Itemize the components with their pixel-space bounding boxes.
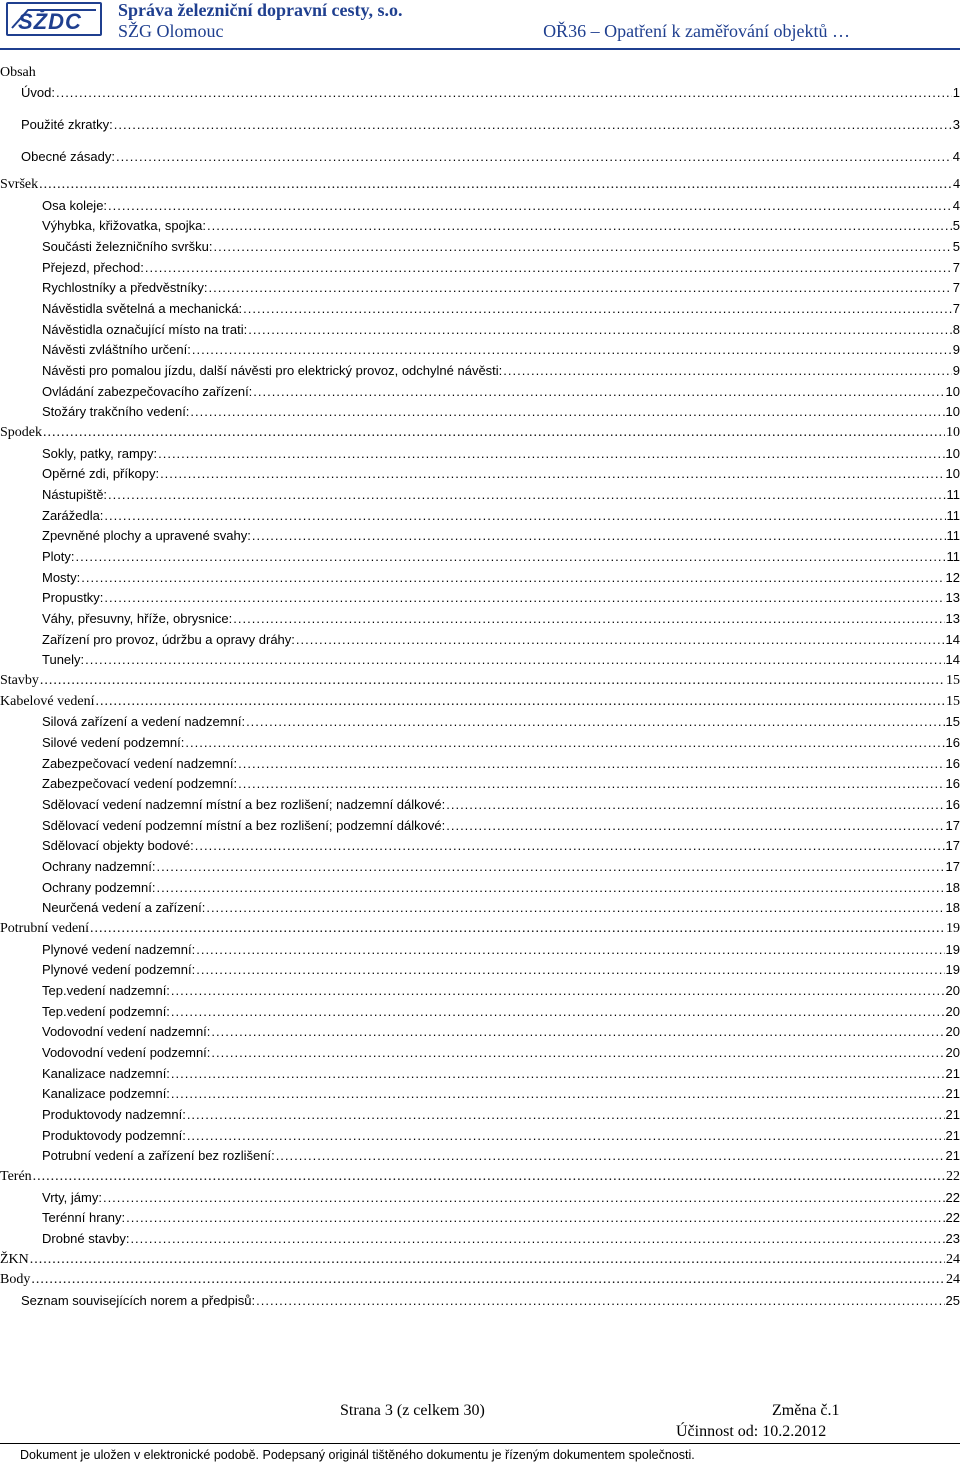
toc-entry[interactable] <box>42 1043 960 1063</box>
toc-dot-leader <box>108 485 945 505</box>
toc-dot-leader <box>446 795 944 815</box>
toc-entry-label: Produktovody nadzemní: <box>42 1107 186 1122</box>
toc-entry-label: Zabezpečovací vedení nadzemní: <box>42 756 238 771</box>
toc-dot-leader <box>171 1002 945 1022</box>
toc-dot-leader <box>208 278 951 298</box>
toc-entry[interactable] <box>0 1270 960 1290</box>
toc-entry-label: Osa koleje: <box>42 198 108 213</box>
toc-entry[interactable] <box>21 115 960 135</box>
toc-entry-page: 5 <box>952 239 960 254</box>
toc-entry[interactable] <box>42 1022 960 1042</box>
toc-dot-leader <box>187 1126 945 1146</box>
toc-entry-page: 19 <box>945 942 960 957</box>
toc-entry[interactable] <box>42 1064 960 1084</box>
toc-dot-leader <box>243 299 952 319</box>
toc-dot-leader <box>76 547 946 567</box>
toc-dot-leader <box>171 981 945 1001</box>
toc-entry-page: 8 <box>952 322 960 337</box>
toc-entry[interactable] <box>42 733 960 753</box>
toc-entry[interactable] <box>42 1146 960 1166</box>
footer-note: Dokument je uložen v elektronické podobě. Podepsaný originál tištěného dokumentu je řízeným dokumentem společnosti. <box>20 1448 695 1462</box>
toc-entry[interactable] <box>0 175 960 195</box>
toc-dot-leader <box>503 361 951 381</box>
footer-page-info: Strana 3 (z celkem 30) <box>340 1402 485 1419</box>
toc-entry-page: 23 <box>945 1231 960 1246</box>
toc-entry[interactable] <box>42 1105 960 1125</box>
toc-entry-label: Neurčená vedení a zařízení: <box>42 900 206 915</box>
toc-dot-leader <box>214 237 952 257</box>
toc-entry-page: 7 <box>952 301 960 316</box>
toc-entry-label: Přejezd, přechod: <box>42 260 144 275</box>
toc-entry[interactable] <box>42 630 960 650</box>
page-header <box>0 0 960 50</box>
toc-dot-leader <box>187 1105 945 1125</box>
toc-dot-leader <box>233 609 944 629</box>
toc-entry-page: 19 <box>946 921 960 936</box>
toc-entry-label: Návěstidla světelná a mechanická: <box>42 301 243 316</box>
toc-dot-leader <box>248 320 952 340</box>
toc-dot-leader <box>207 216 952 236</box>
toc-entry-page: 20 <box>945 1045 960 1060</box>
toc-dot-leader <box>81 568 944 588</box>
toc-entry[interactable] <box>42 981 960 1001</box>
toc-entry[interactable] <box>42 278 960 298</box>
toc-entry-page: 15 <box>946 673 960 688</box>
toc-dot-leader <box>31 1270 945 1290</box>
toc-entry[interactable] <box>21 147 960 167</box>
toc-entry-label: Tep.vedení podzemní: <box>42 1004 170 1019</box>
toc-dot-leader <box>276 1146 945 1166</box>
toc-entry-label: Zpevněné plochy a upravené svahy: <box>42 528 251 543</box>
toc-entry-page: 11 <box>946 508 960 523</box>
toc-entry-page: 4 <box>952 198 960 213</box>
toc-entry-page: 3 <box>952 117 960 132</box>
toc-entry-label: Propustky: <box>42 590 104 605</box>
toc-entry-page: 21 <box>945 1086 960 1101</box>
toc-entry-label: Ovládání zabezpečovacího zařízení: <box>42 384 253 399</box>
toc-entry-page: 13 <box>945 590 960 605</box>
toc-dot-leader <box>171 1064 945 1084</box>
toc-dot-leader <box>145 258 952 278</box>
toc-entry[interactable] <box>42 609 960 629</box>
toc-entry-label: Stavby <box>0 673 39 688</box>
toc-dot-leader <box>40 671 945 691</box>
toc-dot-leader <box>56 83 952 103</box>
toc-dot-leader <box>296 630 945 650</box>
toc-dot-leader <box>95 692 945 712</box>
toc-entry-label: Produktovody podzemní: <box>42 1128 186 1143</box>
toc-entry-label: Terén <box>0 1169 32 1184</box>
toc-entry-label: Úvod: <box>21 85 55 100</box>
toc-dot-leader <box>103 1188 945 1208</box>
toc-entry-page: 11 <box>946 528 960 543</box>
toc-entry[interactable] <box>42 1002 960 1022</box>
toc-entry-page: 21 <box>945 1107 960 1122</box>
toc-entry-page: 14 <box>945 632 960 647</box>
toc-entry-label: Sdělovací vedení nadzemní místní a bez rozlišení; nadzemní dálkové: <box>42 797 446 812</box>
toc-entry-page: 16 <box>945 756 960 771</box>
toc-entry-label: Sdělovací vedení podzemní místní a bez rozlišení; podzemní dálkové: <box>42 818 446 833</box>
toc-entry-page: 10 <box>945 384 960 399</box>
toc-heading: Obsah <box>0 65 36 80</box>
toc-dot-leader <box>195 836 945 856</box>
szdc-logo <box>6 2 102 36</box>
toc-entry-label: Body <box>0 1272 31 1287</box>
toc-entry-page: 17 <box>945 838 960 853</box>
toc-entry-page: 15 <box>946 694 960 709</box>
toc-entry[interactable] <box>0 919 960 939</box>
toc-dot-leader <box>116 147 952 167</box>
toc-entry-page: 13 <box>945 611 960 626</box>
toc-entry[interactable] <box>42 774 960 794</box>
toc-entry-page: 21 <box>945 1066 960 1081</box>
toc-entry[interactable] <box>21 1291 960 1311</box>
toc-dot-leader <box>85 650 944 670</box>
toc-entry[interactable] <box>42 836 960 856</box>
toc-entry[interactable] <box>42 216 960 236</box>
toc-entry-label: Silové vedení podzemní: <box>42 735 185 750</box>
toc-entry-page: 19 <box>945 962 960 977</box>
toc-entry[interactable] <box>42 940 960 960</box>
organization-name: Správa železniční dopravní cesty, s.o. <box>118 0 403 20</box>
toc-entry-page: 5 <box>952 218 960 233</box>
toc-entry-page: 25 <box>945 1293 960 1308</box>
toc-entry[interactable] <box>42 816 960 836</box>
toc-entry[interactable] <box>42 237 960 257</box>
toc-dot-leader <box>196 940 944 960</box>
toc-entry-page: 18 <box>945 880 960 895</box>
toc-dot-leader <box>90 919 945 939</box>
toc-entry[interactable] <box>42 1084 960 1104</box>
toc-entry-label: Zarážedla: <box>42 508 104 523</box>
toc-entry-label: Použité zkratky: <box>21 117 113 132</box>
toc-entry[interactable] <box>42 1126 960 1146</box>
toc-entry-label: Kanalizace nadzemní: <box>42 1066 170 1081</box>
toc-entry-label: Drobné stavby: <box>42 1231 130 1246</box>
toc-entry-label: Tunely: <box>42 652 85 667</box>
toc-entry-page: 20 <box>945 1004 960 1019</box>
toc-entry[interactable] <box>42 857 960 877</box>
toc-entry[interactable] <box>42 258 960 278</box>
toc-entry-label: Sdělovací objekty bodové: <box>42 838 194 853</box>
toc-entry-label: Návěstidla označující místo na trati: <box>42 322 248 337</box>
toc-entry-label: Kanalizace podzemní: <box>42 1086 170 1101</box>
toc-dot-leader <box>156 878 944 898</box>
toc-dot-leader <box>211 1022 944 1042</box>
toc-dot-leader <box>446 816 944 836</box>
toc-entry[interactable] <box>42 506 960 526</box>
toc-entry-label: Silová zařízení a vedení nadzemní: <box>42 714 246 729</box>
toc-entry[interactable] <box>42 402 960 422</box>
toc-entry-page: 22 <box>945 1190 960 1205</box>
footer-validity: Účinnost od: 10.2.2012 <box>676 1423 827 1440</box>
toc-entry-page: 11 <box>946 549 960 564</box>
toc-entry[interactable] <box>0 1250 960 1270</box>
toc-dot-leader <box>171 1084 945 1104</box>
toc-entry-page: 14 <box>945 652 960 667</box>
toc-entry-label: Rychlostníky a předvěstníky: <box>42 280 208 295</box>
toc-dot-leader <box>130 1229 944 1249</box>
toc-entry[interactable] <box>42 650 960 670</box>
toc-entry[interactable] <box>42 196 960 216</box>
document-title: OŘ36 – Opatření k zaměřování objektů … <box>543 21 850 41</box>
toc-entry-page: 16 <box>945 797 960 812</box>
toc-dot-leader <box>160 464 944 484</box>
toc-dot-leader <box>30 1250 945 1270</box>
toc-entry-page: 18 <box>945 900 960 915</box>
toc-entry-label: Nástupiště: <box>42 487 108 502</box>
toc-entry[interactable] <box>0 692 960 712</box>
toc-entry-page: 10 <box>946 425 960 440</box>
toc-dot-leader <box>253 382 944 402</box>
toc-entry-label: Sokly, patky, rampy: <box>42 446 158 461</box>
footer-change: Změna č.1 <box>772 1402 840 1419</box>
toc-entry-label: Plynové vedení nadzemní: <box>42 942 196 957</box>
toc-dot-leader <box>104 506 945 526</box>
toc-dot-leader <box>39 175 952 195</box>
toc-entry[interactable] <box>0 423 960 443</box>
toc-entry-label: Váhy, přesuvny, hříže, obrysnice: <box>42 611 233 626</box>
toc-entry[interactable] <box>42 588 960 608</box>
toc-entry-page: 7 <box>952 260 960 275</box>
toc-entry[interactable] <box>42 712 960 732</box>
toc-entry-label: Seznam souvisejících norem a předpisů: <box>21 1293 256 1308</box>
organization-unit: SŽG Olomouc <box>118 21 224 41</box>
toc-entry-label: Svršek <box>0 177 39 192</box>
toc-entry[interactable] <box>42 547 960 567</box>
toc-entry-page: 15 <box>945 714 960 729</box>
toc-dot-leader <box>114 115 952 135</box>
toc-entry-label: Zařízení pro provoz, údržbu a opravy dráhy: <box>42 632 295 647</box>
toc-entry-label: Kabelové vedení <box>0 694 95 709</box>
toc-entry-page: 9 <box>952 363 960 378</box>
toc-entry[interactable] <box>42 960 960 980</box>
toc-entry[interactable] <box>42 754 960 774</box>
toc-dot-leader <box>185 733 944 753</box>
toc-entry-label: Ochrany podzemní: <box>42 880 156 895</box>
toc-entry[interactable] <box>42 1208 960 1228</box>
toc-entry[interactable] <box>42 444 960 464</box>
toc-entry-page: 21 <box>945 1128 960 1143</box>
toc-entry[interactable] <box>42 526 960 546</box>
toc-dot-leader <box>43 423 945 443</box>
toc-entry-label: Mosty: <box>42 570 81 585</box>
toc-entry[interactable] <box>42 1188 960 1208</box>
toc-entry[interactable] <box>42 898 960 918</box>
toc-dot-leader <box>246 712 944 732</box>
toc-entry-page: 20 <box>945 1024 960 1039</box>
toc-entry-label: Návěsti zvláštního určení: <box>42 342 191 357</box>
svg-text:SŽDC: SŽDC <box>18 9 82 34</box>
toc-entry-page: 4 <box>953 177 960 192</box>
toc-entry-label: Stožáry trakčního vedení: <box>42 404 190 419</box>
toc-dot-leader <box>206 898 944 918</box>
toc-entry-label: Ochrany nadzemní: <box>42 859 156 874</box>
toc-entry-page: 9 <box>952 342 960 357</box>
toc-entry-page: 7 <box>952 280 960 295</box>
toc-entry-label: Výhybka, křižovatka, spojka: <box>42 218 207 233</box>
toc-entry-label: Potrubní vedení a zařízení bez rozlišení: <box>42 1148 275 1163</box>
toc-dot-leader <box>104 588 944 608</box>
toc-entry-label: Opěrné zdi, příkopy: <box>42 466 160 481</box>
toc-entry[interactable] <box>0 1167 960 1187</box>
toc-entry-label: Vodovodní vedení nadzemní: <box>42 1024 211 1039</box>
toc-entry-label: Zabezpečovací vedení podzemní: <box>42 776 238 791</box>
toc-dot-leader <box>256 1291 944 1311</box>
toc-entry-page: 21 <box>945 1148 960 1163</box>
toc-entry-page: 22 <box>946 1169 960 1184</box>
toc-entry-page: 1 <box>952 85 960 100</box>
toc-dot-leader <box>156 857 944 877</box>
toc-entry-label: Potrubní vedení <box>0 921 90 936</box>
toc-entry-label: Vrty, jámy: <box>42 1190 102 1205</box>
toc-entry-page: 17 <box>945 818 960 833</box>
toc-entry-page: 24 <box>946 1272 960 1287</box>
toc-entry-label: Součásti železničního svršku: <box>42 239 213 254</box>
toc-dot-leader <box>238 754 944 774</box>
toc-entry-label: ŽKN <box>0 1252 29 1267</box>
toc-entry[interactable] <box>42 299 960 319</box>
toc-entry[interactable] <box>0 671 960 691</box>
toc-entry-page: 12 <box>945 570 960 585</box>
toc-entry-page: 11 <box>946 487 960 502</box>
toc-entry-label: Spodek <box>0 425 42 440</box>
toc-dot-leader <box>158 444 944 464</box>
toc-dot-leader <box>211 1043 944 1063</box>
toc-entry-label: Návěsti pro pomalou jízdu, další návěsti pro elektrický provoz, odchylné návěsti: <box>42 363 503 378</box>
toc-entry[interactable] <box>42 464 960 484</box>
toc-entry[interactable] <box>42 340 960 360</box>
toc-entry-label: Vodovodní vedení podzemní: <box>42 1045 211 1060</box>
toc-entry-page: 10 <box>945 466 960 481</box>
toc-dot-leader <box>108 196 952 216</box>
toc-entry-page: 10 <box>945 404 960 419</box>
toc-dot-leader <box>190 402 944 422</box>
toc-entry-label: Tep.vedení nadzemní: <box>42 983 170 998</box>
toc-entry-label: Terénní hrany: <box>42 1210 126 1225</box>
toc-entry-page: 10 <box>945 446 960 461</box>
toc-entry-page: 22 <box>945 1210 960 1225</box>
toc-entry-page: 16 <box>945 776 960 791</box>
toc-dot-leader <box>126 1208 944 1228</box>
toc-entry-label: Ploty: <box>42 549 75 564</box>
toc-entry[interactable] <box>42 1229 960 1249</box>
toc-entry[interactable] <box>42 568 960 588</box>
toc-entry-page: 16 <box>945 735 960 750</box>
toc-dot-leader <box>238 774 944 794</box>
toc-entry[interactable] <box>21 83 960 103</box>
toc-dot-leader <box>33 1167 945 1187</box>
toc-dot-leader <box>252 526 946 546</box>
toc-entry-label: Plynové vedení podzemní: <box>42 962 196 977</box>
footer-divider <box>0 1443 960 1444</box>
toc-entry-page: 4 <box>952 149 960 164</box>
toc-entry[interactable] <box>42 485 960 505</box>
toc-dot-leader <box>196 960 944 980</box>
toc-entry[interactable] <box>42 878 960 898</box>
toc-entry[interactable] <box>42 361 960 381</box>
toc-entry-page: 24 <box>946 1252 960 1267</box>
toc-entry[interactable] <box>42 382 960 402</box>
toc-entry[interactable] <box>42 320 960 340</box>
toc-dot-leader <box>192 340 952 360</box>
header-divider <box>0 48 960 50</box>
toc-entry[interactable] <box>42 795 960 815</box>
toc-entry-page: 17 <box>945 859 960 874</box>
toc-entry-label: Obecné zásady: <box>21 149 115 164</box>
toc-entry-page: 20 <box>945 983 960 998</box>
